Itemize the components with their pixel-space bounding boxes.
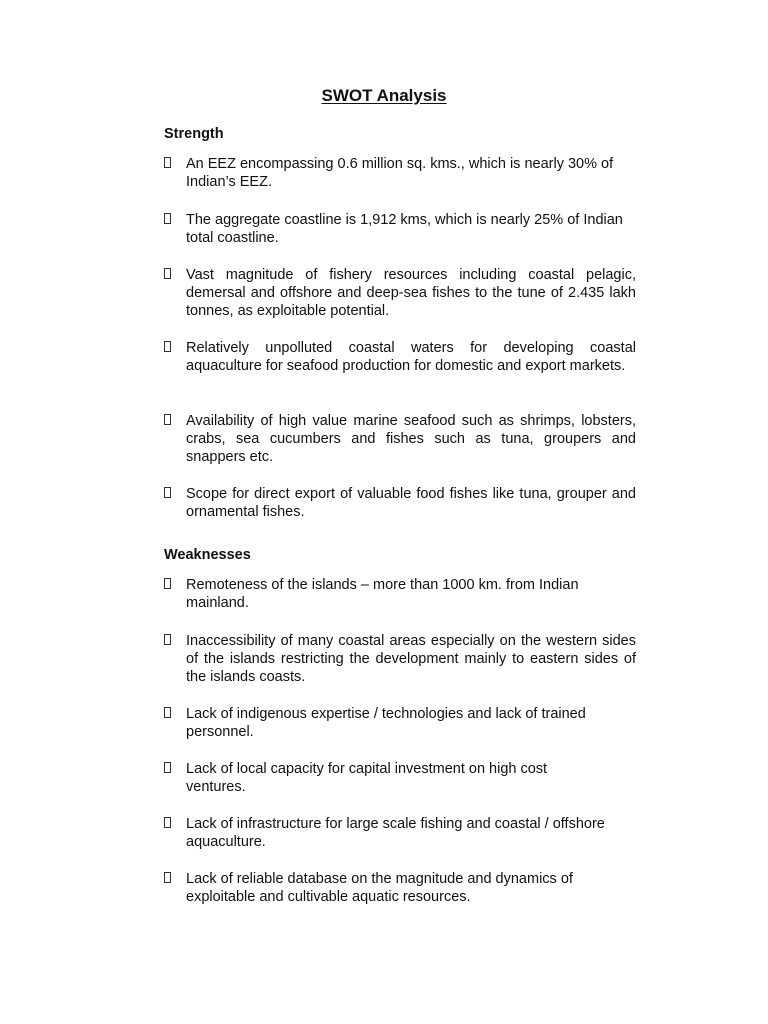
bullet-icon	[164, 762, 171, 773]
bullet-icon	[164, 634, 171, 645]
list-item	[164, 870, 636, 906]
page-title: SWOT Analysis	[321, 86, 447, 105]
list-item-text: Availability of high value marine seafood such as shrimps, lobsters, crabs, sea cucumbers and fishes such as tuna, groupers and snappers etc.	[186, 413, 636, 465]
list-item	[164, 155, 636, 191]
list-item-text: Lack of reliable database on the magnitude and dynamics of exploitable and cultivable aquatic resources.	[186, 871, 573, 905]
bullet-icon	[164, 487, 171, 498]
bullet-icon	[164, 578, 171, 589]
list-item-text: Lack of local capacity for capital investment on high cost ventures.	[186, 761, 548, 795]
bullet-icon	[164, 872, 171, 883]
bullet-icon	[164, 341, 171, 352]
list-item-text: Vast magnitude of fishery resources including coastal pelagic, demersal and offshore and deep-sea fishes to the tune of 2.435 lakh tonnes, as exploitable potential.	[186, 267, 636, 319]
bullet-icon	[164, 157, 171, 168]
list-item	[164, 211, 636, 247]
section-heading-strength: Strength	[164, 126, 224, 142]
list-item	[164, 632, 636, 686]
bullet-icon	[164, 213, 171, 224]
list-item-text: Remoteness of the islands – more than 1000 km. from Indian mainland.	[186, 577, 579, 611]
list-item	[164, 266, 636, 320]
list-item	[164, 576, 636, 612]
list-item-text: Relatively unpolluted coastal waters for developing coastal aquaculture for seafood production for domestic and export markets.	[186, 340, 636, 374]
list-item	[164, 815, 636, 851]
list-item	[164, 705, 636, 741]
section-heading-weaknesses: Weaknesses	[164, 547, 251, 563]
list-item	[164, 760, 636, 796]
list-item-text: An EEZ encompassing 0.6 million sq. kms., which is nearly 30% of Indian’s EEZ.	[186, 156, 614, 190]
list-item-text: The aggregate coastline is 1,912 kms, which is nearly 25% of Indian total coastline.	[186, 212, 623, 246]
list-item-text: Inaccessibility of many coastal areas especially on the western sides of the islands restricting the development mainly to eastern sides of the islands coasts.	[186, 633, 636, 685]
bullet-icon	[164, 817, 171, 828]
list-item-text: Scope for direct export of valuable food fishes like tuna, grouper and ornamental fishes.	[186, 486, 636, 520]
bullet-icon	[164, 414, 171, 425]
bullet-icon	[164, 268, 171, 279]
list-item-text: Lack of infrastructure for large scale fishing and coastal / offshore aquaculture.	[186, 816, 605, 850]
list-item	[164, 339, 636, 375]
list-item	[164, 485, 636, 521]
bullet-icon	[164, 707, 171, 718]
list-item-text: Lack of indigenous expertise / technologies and lack of trained personnel.	[186, 706, 586, 740]
list-item	[164, 412, 636, 466]
